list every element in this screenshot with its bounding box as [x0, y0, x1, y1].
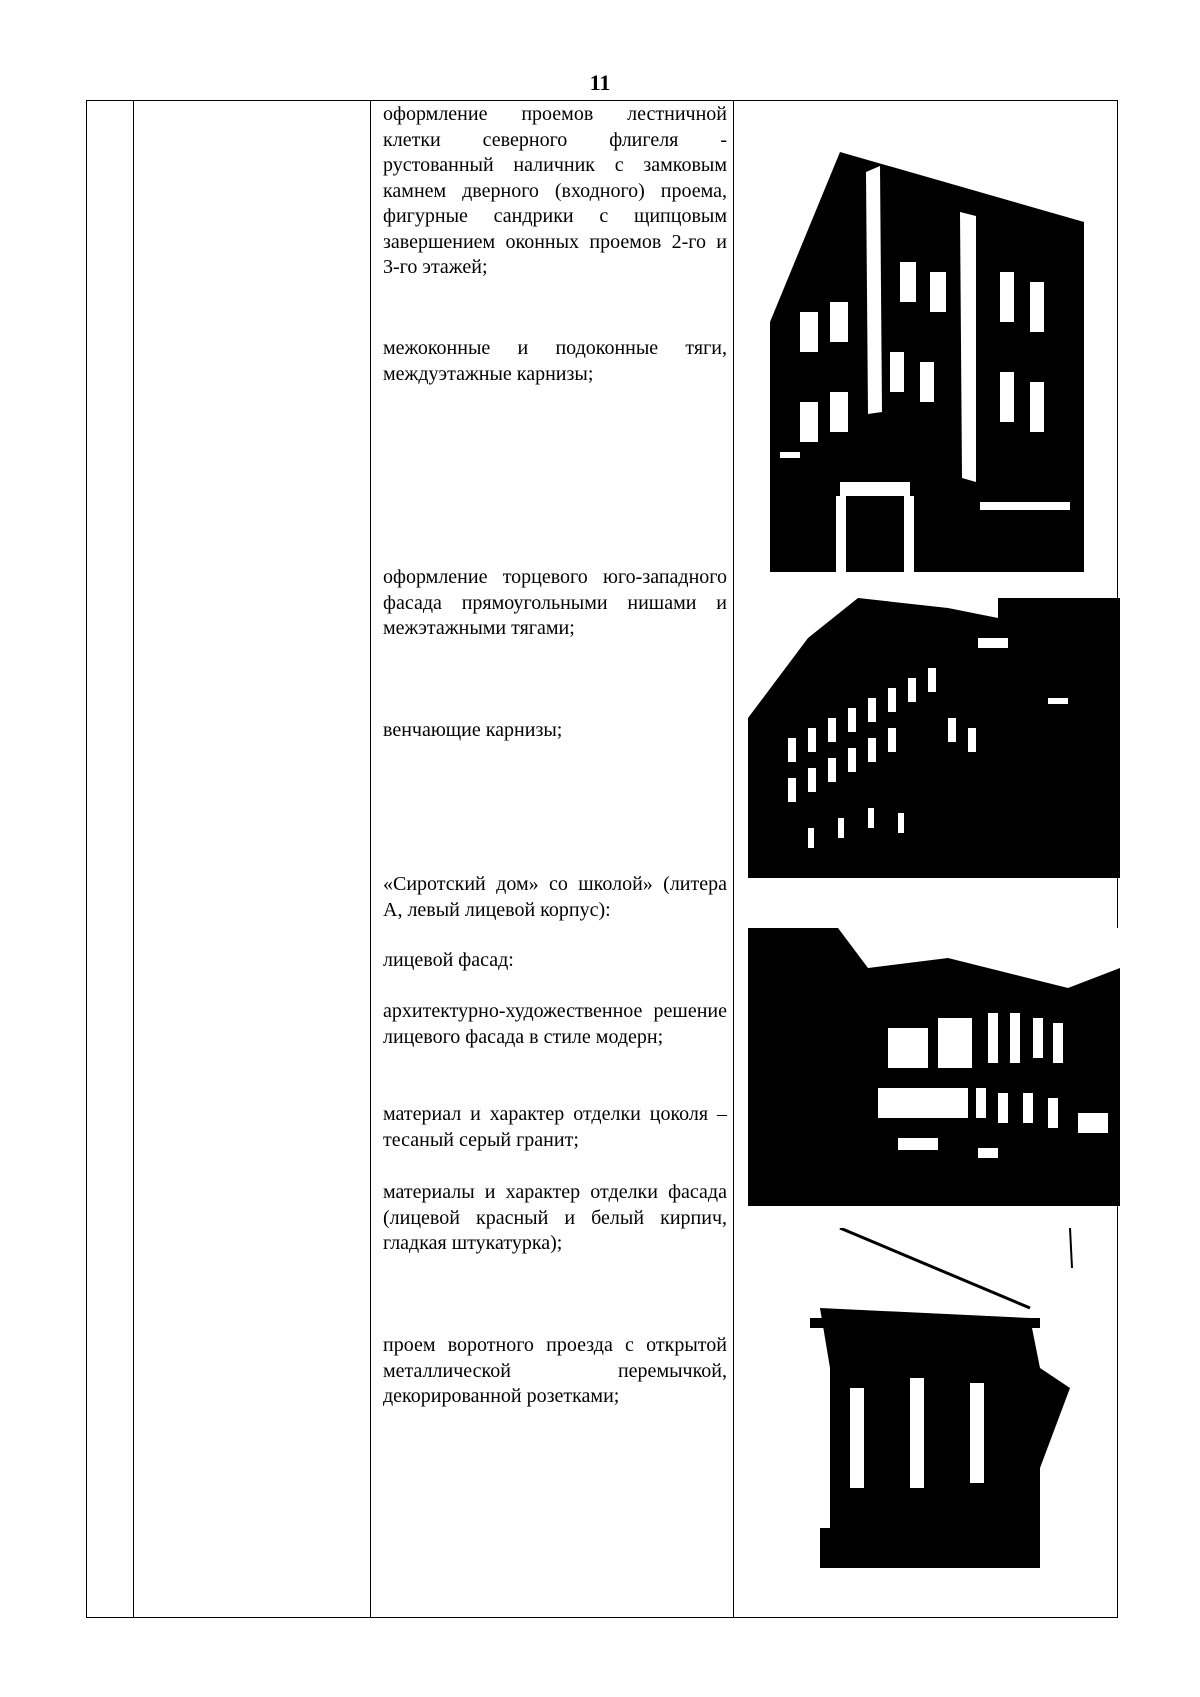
column-divider	[733, 101, 734, 1617]
page-number: 11	[589, 70, 611, 95]
paragraph-art-nouveau: архитектурно-художественное решение лицевого фасада в стиле модерн;	[383, 1000, 727, 1048]
paragraph-gateway: проем воротного проезда с открытой металлической перемычкой, декорированной розетками;	[383, 1334, 727, 1407]
building-corner-photo	[770, 152, 1084, 572]
paragraph-stairwell: оформление проемов лестничной клетки северного флигеля - рустованный наличник с замковым камнем дверного (входного) проема, фигурные сандрики с щипцовым завершением оконных проемов 2-го и 3-го этажей;	[383, 103, 727, 278]
paragraph-window-belts: межоконные и подоконные тяги, междуэтажные карнизы;	[383, 337, 727, 385]
column-divider	[133, 101, 134, 1617]
paragraph-front-facade: лицевой фасад:	[383, 949, 514, 971]
building-side-facade-photo	[748, 598, 1120, 878]
paragraph-cornices: венчающие карнизы;	[383, 719, 563, 741]
paragraph-materials: материалы и характер отделки фасада (лицевой красный и белый кирпич, гладкая штукатурка);	[383, 1181, 727, 1254]
building-street-facade-photo	[748, 928, 1120, 1206]
paragraph-orphan-house: «Сиротский дом» со школой» (литера А, левый лицевой корпус):	[383, 873, 727, 921]
paragraph-plinth: материал и характер отделки цоколя – тесаный серый гранит;	[383, 1103, 727, 1151]
paragraph-southwest-facade: оформление торцевого юго-западного фасада прямоугольными нишами и межэтажными тягами;	[383, 566, 727, 639]
gateway-opening-photo	[790, 1228, 1084, 1608]
column-divider	[370, 101, 371, 1617]
